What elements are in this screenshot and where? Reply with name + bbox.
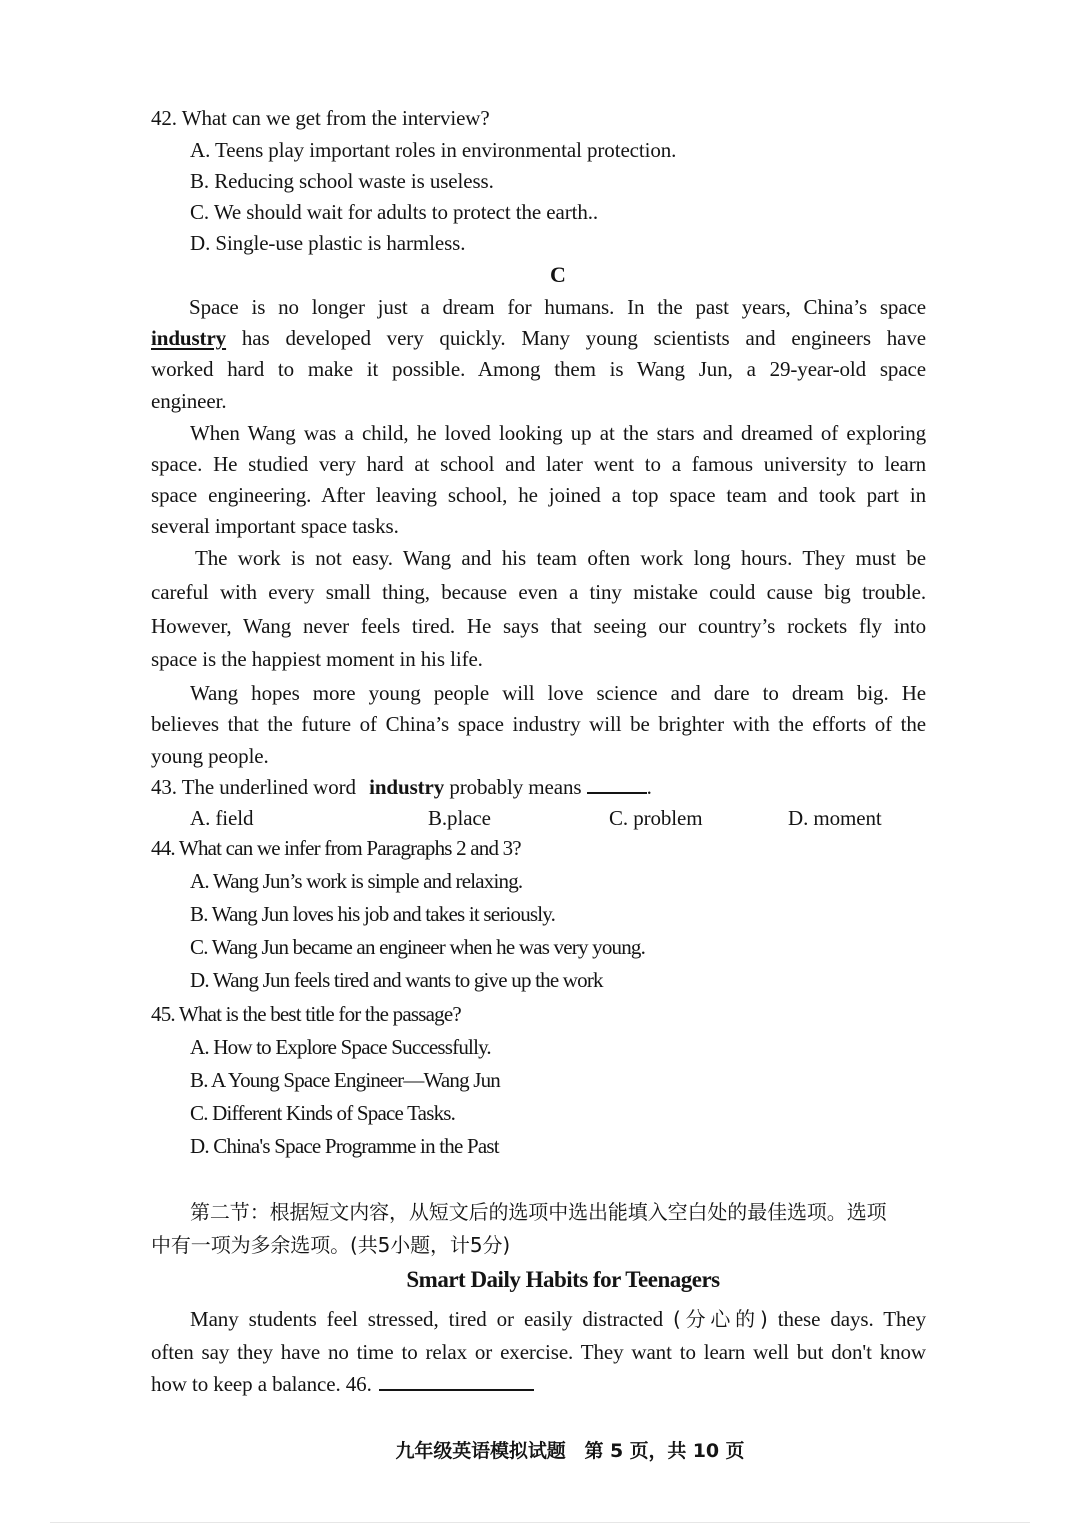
q46-answer-blank[interactable] [379, 1375, 534, 1391]
passage-c-p1-line1: Space is no longer just a dream for humans. In the past years, China’s space [189, 295, 926, 319]
q43-option-c: C. problem [609, 806, 703, 830]
q42-option-a: A. Teens play important roles in environmental protection. [190, 138, 677, 162]
underlined-word-industry: industry [151, 326, 227, 350]
section2-title: Smart Daily Habits for Teenagers [406, 1267, 720, 1292]
passage-c-p3-line4: space is the happiest moment in his life. [151, 647, 483, 671]
q43-stem-start: 43. The underlined word [151, 775, 356, 799]
q42-stem: 42. What can we get from the interview? [151, 106, 490, 130]
q43-word: industry [369, 775, 445, 799]
passage-c-p3-line3: However, Wang never feels tired. He says that seeing our country’s rockets fly into [151, 614, 926, 638]
passage-c-p2-line3: space engineering. After leaving school, he joined a top space team and took part in [151, 483, 926, 507]
q45-option-a: A. How to Explore Space Successfully. [190, 1035, 491, 1059]
passage-c-p1-line2 [151, 324, 926, 352]
passage-c-p3-line1: The work is not easy. Wang and his team often work long hours. They must be [195, 546, 926, 570]
section2-p1-line1-cn-gloss: (分心的) [673, 1307, 768, 1331]
section2-p1-line1-start: Many students feel stressed, tired or easily distracted [190, 1307, 664, 1331]
section2-p1-line2: often say they have no time to relax or exercise. They want to learn well but don't know [151, 1340, 926, 1364]
q43-option-d: D. moment [788, 806, 882, 830]
q42-option-b: B. Reducing school waste is useless. [190, 169, 494, 193]
q44-option-d: D. Wang Jun feels tired and wants to give up the work [190, 968, 603, 992]
q45-option-b: B. A Young Space Engineer—Wang Jun [190, 1068, 501, 1092]
section2-p1-line3-text: how to keep a balance. 46. [151, 1372, 372, 1396]
q44-stem: 44. What can we infer from Paragraphs 2 and 3? [151, 836, 521, 860]
q44-option-a: A. Wang Jun’s work is simple and relaxing. [190, 869, 523, 893]
passage-c-p4-line1: Wang hopes more young people will love science and dare to dream big. He [190, 681, 926, 705]
section2-instruction-line1: 第二节：根据短文内容，从短文后的选项中选出能填入空白处的最佳选项。选项 [190, 1200, 887, 1224]
q43-option-b: B.place [428, 806, 491, 830]
passage-c-p1-line3: worked hard to make it possible. Among them is Wang Jun, a 29-year-old space [151, 357, 926, 381]
page-footer: 九年级英语模拟试题 第 5 页，共 10 页 [395, 1440, 745, 1462]
section2-p1-line1 [190, 1305, 926, 1333]
q42-option-c: C. We should wait for adults to protect the earth.. [190, 200, 599, 224]
passage-c-p2-line2: space. He studied very hard at school and later went to a famous university to learn [151, 452, 926, 476]
q45-option-c: C. Different Kinds of Space Tasks. [190, 1101, 456, 1125]
passage-c-p1-line4: engineer. [151, 389, 227, 413]
passage-c-p4-line3: young people. [151, 744, 269, 768]
section2-p1-line1-end: these days. They [777, 1307, 927, 1331]
q42-option-d: D. Single-use plastic is harmless. [190, 231, 466, 255]
passage-c-p2-line1: When Wang was a child, he loved looking up at the stars and dreamed of exploring [190, 421, 926, 445]
q44-option-b: B. Wang Jun loves his job and takes it seriously. [190, 902, 556, 926]
section2-instruction-line2: 中有一项为多余选项。(共5小题，计5分) [151, 1233, 511, 1257]
passage-c-p2-line4: several important space tasks. [151, 514, 399, 538]
passage-c-p1-line2-rest: has developed very quickly. Many young scientists and engineers have [241, 326, 926, 350]
q45-option-d: D. China's Space Programme in the Past [190, 1134, 499, 1158]
page-bottom-divider [50, 1522, 1030, 1523]
passage-c-heading: C [550, 262, 566, 287]
q45-stem: 45. What is the best title for the passage? [151, 1002, 461, 1026]
q43-option-a: A. field [190, 806, 254, 830]
passage-c-p3-line2: careful with every small thing, because even a tiny mistake could cause big trouble. [151, 580, 926, 604]
passage-c-p4-line2: believes that the future of China’s space industry will be brighter with the efforts of the [151, 712, 926, 736]
q43-stem-end: . [646, 775, 652, 799]
q43-answer-blank[interactable] [587, 778, 647, 794]
q43-stem [151, 773, 652, 801]
q43-stem-middle: probably means [449, 775, 582, 799]
section2-p1-line3 [151, 1370, 534, 1398]
q44-option-c: C. Wang Jun became an engineer when he was very young. [190, 935, 646, 959]
